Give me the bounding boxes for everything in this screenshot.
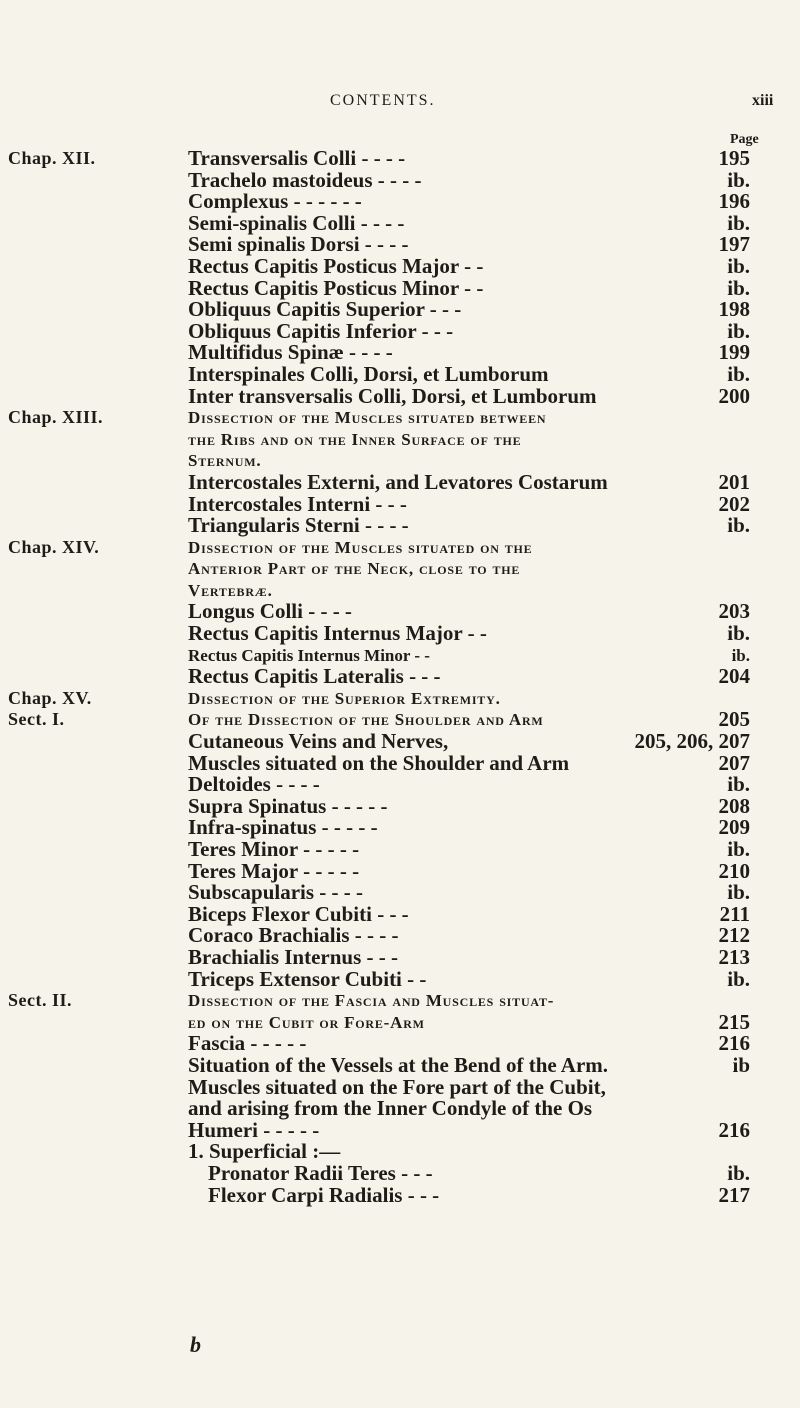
entry-title: Transversalis Colli - - - - xyxy=(188,146,406,170)
entry-page: ib. xyxy=(727,1160,750,1185)
entry-page: ib. xyxy=(727,621,750,646)
header-page-number: xiii xyxy=(752,92,774,109)
contents-entry xyxy=(0,253,800,278)
contents-entry xyxy=(0,491,800,516)
entry-page: ib. xyxy=(727,966,750,991)
entry-page: 208 xyxy=(718,793,750,818)
contents-entry xyxy=(0,1052,800,1077)
entry-page: ib. xyxy=(727,837,750,861)
contents-entry xyxy=(0,361,800,386)
entry-title: Muscles situated on the Fore part of the Cubit, xyxy=(188,1074,606,1099)
contents-entry xyxy=(0,793,800,818)
entry-title: Dissection of the Muscles situated on the xyxy=(188,537,533,557)
contents-entry xyxy=(0,750,800,775)
contents-entry xyxy=(0,666,800,688)
entry-title: Obliquus Capitis Inferior - - - xyxy=(188,318,454,343)
contents-entry xyxy=(0,601,800,623)
entry-page: ib xyxy=(732,1052,750,1077)
entry-page: 207 xyxy=(718,750,750,775)
entry-title: Semi-spinalis Colli - - - - xyxy=(188,210,405,235)
contents-entry xyxy=(0,731,800,753)
contents-entry xyxy=(0,882,800,904)
entry-title: Teres Minor - - - - - xyxy=(188,837,360,861)
header-title: CONTENTS. xyxy=(330,92,436,109)
entry-title: Rectus Capitis Lateralis - - - xyxy=(188,664,441,689)
entry-page: ib. xyxy=(727,253,750,278)
entry-page: ib. xyxy=(727,513,750,538)
entry-page: 217 xyxy=(718,1182,750,1207)
chapter-label: Chap. XIV. xyxy=(8,536,100,557)
entry-page: 209 xyxy=(718,815,750,840)
entry-page: 199 xyxy=(718,340,750,365)
entry-title: Triceps Extensor Cubiti - - xyxy=(188,966,427,991)
entry-page: 195 xyxy=(718,146,750,170)
entry-page: 215 xyxy=(718,1009,750,1034)
chapter-label: Chap. XII. xyxy=(8,148,96,168)
entry-title: Intercostales Interni - - - xyxy=(188,491,407,516)
entry-page: 205 xyxy=(718,707,750,732)
contents-entry xyxy=(0,275,800,300)
contents-entry xyxy=(0,515,800,537)
entry-page: 200 xyxy=(718,383,750,408)
contents-entry xyxy=(0,709,800,731)
entry-title: Intercostales Externi, and Levatores Costarum xyxy=(188,469,608,494)
contents-entry xyxy=(0,342,800,364)
contents-entry xyxy=(0,774,800,796)
entry-title: Longus Colli - - - - xyxy=(188,599,352,624)
contents-entry xyxy=(0,580,800,602)
entry-title: ed on the Cubit or Fore-Arm xyxy=(188,1012,425,1032)
entry-title: Supra Spinatus - - - - - xyxy=(188,793,388,818)
entry-title: the Ribs and on the Inner Surface of the xyxy=(188,429,522,449)
contents-entry xyxy=(0,167,800,192)
entry-title: Rectus Capitis Internus Major - - xyxy=(188,621,487,646)
contents-entry xyxy=(0,1117,800,1142)
contents-entry xyxy=(0,1098,800,1120)
contents-entry xyxy=(0,990,800,1012)
contents-entry xyxy=(0,1009,800,1034)
entry-page: 213 xyxy=(718,944,750,969)
entry-title: Of the Dissection of the Shoulder and Arm xyxy=(188,710,544,730)
entry-title: Coraco Brachialis - - - - xyxy=(188,923,399,948)
entry-title: Teres Major - - - - - xyxy=(188,858,360,883)
entry-page: ib. xyxy=(727,880,750,905)
entry-page: 202 xyxy=(718,491,750,516)
entry-title: Situation of the Vessels at the Bend of the Arm. xyxy=(188,1052,609,1077)
entry-title: Rectus Capitis Posticus Minor - - xyxy=(188,275,484,300)
contents-entry xyxy=(0,383,800,408)
entry-page: ib. xyxy=(727,275,750,300)
entry-title: Brachialis Internus - - - xyxy=(188,944,398,969)
contents-entry xyxy=(0,817,800,839)
entry-title: Infra-spinatus - - - - - xyxy=(188,815,378,840)
contents-entry xyxy=(0,234,800,256)
entry-page: ib. xyxy=(727,318,750,343)
chapter-label: Sect. I. xyxy=(8,709,65,730)
contents-entry xyxy=(0,858,800,883)
entry-title: Interspinales Colli, Dorsi, et Lumborum xyxy=(188,361,549,386)
contents-entry xyxy=(0,1033,800,1055)
entry-title: Dissection of the Fascia and Muscles situat- xyxy=(188,991,555,1011)
entry-title: Vertebræ. xyxy=(188,580,273,600)
entry-page: ib. xyxy=(727,361,750,386)
entry-title: Dissection of the Muscles situated between xyxy=(188,408,547,428)
contents-entry xyxy=(0,688,800,710)
running-header xyxy=(0,92,800,112)
entry-title: 1. Superficial :— xyxy=(188,1139,341,1164)
chapter-label: Chap. XIII. xyxy=(8,407,104,428)
entry-title: Complexus - - - - - - xyxy=(188,189,362,214)
entry-page: 201 xyxy=(718,469,750,494)
entry-title: and arising from the Inner Condyle of the Os xyxy=(188,1096,593,1121)
entry-title: Biceps Flexor Cubiti - - - xyxy=(188,901,409,926)
contents-entry xyxy=(0,1160,800,1185)
contents-entry xyxy=(0,623,800,645)
entry-title: Flexor Carpi Radialis - - - xyxy=(208,1182,440,1207)
entry-title: Multifidus Spinæ - - - - xyxy=(188,340,393,365)
contents-entry xyxy=(0,148,800,170)
entry-title: Muscles situated on the Shoulder and Arm xyxy=(188,750,570,775)
entry-title: Sternum. xyxy=(188,451,262,471)
entry-title: Fascia - - - - - xyxy=(188,1031,307,1056)
contents-entry xyxy=(0,191,800,213)
entry-page: 216 xyxy=(718,1117,750,1142)
entry-page: ib. xyxy=(727,210,750,235)
entry-title: Trachelo mastoideus - - - - xyxy=(188,167,422,192)
contents-entry xyxy=(0,1141,800,1163)
contents-entry xyxy=(0,407,800,429)
entry-title: Deltoides - - - - xyxy=(188,772,320,797)
entry-title: Humeri - - - - - xyxy=(188,1117,320,1142)
entry-page: 198 xyxy=(718,297,750,322)
entry-page: 210 xyxy=(718,858,750,883)
entry-page: 197 xyxy=(718,232,750,257)
entry-page: ib. xyxy=(731,645,750,665)
contents-entry xyxy=(0,944,800,969)
entry-title: Rectus Capitis Posticus Major - - xyxy=(188,253,484,278)
entry-page: 216 xyxy=(718,1031,750,1056)
entry-page: 204 xyxy=(718,664,750,689)
entry-title: Subscapularis - - - - xyxy=(188,880,364,905)
signature-mark: b xyxy=(190,1332,201,1357)
entry-title: Dissection of the Superior Extremity. xyxy=(188,688,501,708)
contents-entry xyxy=(0,1182,800,1207)
entry-page: ib. xyxy=(727,167,750,192)
contents-entry xyxy=(0,450,800,472)
contents-entry xyxy=(0,1074,800,1099)
entry-title: Anterior Part of the Neck, close to the xyxy=(188,559,521,579)
contents-entry xyxy=(0,318,800,343)
chapter-label: Chap. XV. xyxy=(8,687,92,708)
entry-page: 196 xyxy=(718,189,750,214)
entry-title: Semi spinalis Dorsi - - - - xyxy=(188,232,409,257)
contents-entry xyxy=(0,839,800,861)
entry-title: Obliquus Capitis Superior - - - xyxy=(188,297,462,322)
contents-entries xyxy=(0,148,800,1206)
entry-title: Rectus Capitis Internus Minor - - xyxy=(188,645,430,665)
entry-page: 205, 206, 207 xyxy=(634,729,750,754)
contents-entry xyxy=(0,210,800,235)
entry-title: Cutaneous Veins and Nerves, xyxy=(188,729,449,754)
contents-entry xyxy=(0,469,800,494)
entry-title: Pronator Radii Teres - - - xyxy=(208,1160,433,1185)
contents-entry xyxy=(0,966,800,991)
contents-entry xyxy=(0,901,800,926)
contents-entry xyxy=(0,429,800,451)
entry-page: 203 xyxy=(718,599,750,624)
contents-entry xyxy=(0,645,800,667)
contents-entry xyxy=(0,925,800,947)
contents-entry xyxy=(0,299,800,321)
entry-title: Triangularis Sterni - - - - xyxy=(188,513,409,538)
entry-page: ib. xyxy=(727,772,750,797)
contents-entry xyxy=(0,558,800,580)
page-column-label: Page xyxy=(730,132,759,147)
entry-page: 211 xyxy=(719,901,750,926)
chapter-label: Sect. II. xyxy=(8,990,72,1011)
contents-entry xyxy=(0,537,800,559)
entry-title: Inter transversalis Colli, Dorsi, et Lumborum xyxy=(188,383,597,408)
entry-page: 212 xyxy=(718,923,750,948)
